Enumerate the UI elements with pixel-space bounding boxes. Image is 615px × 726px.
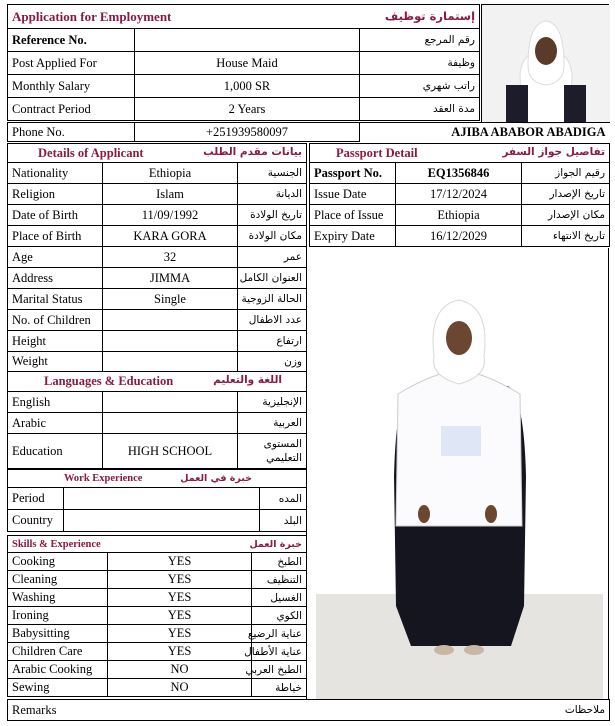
english-label-ar: الإنجليزية xyxy=(238,392,307,413)
pob-label: Place of Birth xyxy=(8,226,103,247)
dob-label: Date of Birth xyxy=(8,205,103,226)
pob-label-ar: مكان الولادة xyxy=(238,226,307,247)
period-label: Period xyxy=(8,488,64,510)
arabic-label-ar: العربية xyxy=(238,413,307,434)
salary-label-ar: راتب شهري xyxy=(360,75,480,98)
contract-value: 2 Years xyxy=(135,98,360,121)
skill-babysitting-label-ar: عناية الرضيع xyxy=(252,625,307,643)
religion-label: Religion xyxy=(8,184,103,205)
marital-label-ar: الحالة الزوجية xyxy=(238,289,307,310)
education-label: Education xyxy=(8,434,103,469)
skills-title-ar: خبرة العمل xyxy=(249,538,303,550)
skills-title-row xyxy=(8,536,307,553)
period-label-ar: المده xyxy=(260,488,307,510)
passport-title-en: Passport Detail xyxy=(336,145,418,160)
header-title-ar: إستمارة توظيف xyxy=(384,8,476,23)
issue-date-label-ar: تاريخ الإصدار xyxy=(522,184,610,205)
expiry-date-value: 16/12/2029 xyxy=(396,226,522,247)
applicant-photo-full-image xyxy=(316,276,603,700)
dob-label-ar: تاريخ الولادة xyxy=(238,205,307,226)
skill-cooking-label: Cooking xyxy=(8,553,108,571)
age-label-ar: عمر xyxy=(238,247,307,268)
phone-value: +251939580097 xyxy=(135,123,360,142)
issue-date-value: 17/12/2024 xyxy=(396,184,522,205)
phone-label: Phone No. xyxy=(8,123,135,142)
header-title-en: Application for Employment xyxy=(12,8,172,24)
phone-row xyxy=(7,122,610,142)
age-label: Age xyxy=(8,247,103,268)
applicant-photo-small-image xyxy=(482,5,610,123)
pob-value: KARA GORA xyxy=(103,226,238,247)
passport-no-label-ar: رقيم الجواز xyxy=(522,163,610,184)
children-label: No. of Children xyxy=(8,310,103,331)
address-label: Address xyxy=(8,268,103,289)
post-label: Post Applied For xyxy=(8,52,135,75)
country-label: Country xyxy=(8,510,64,532)
work-title-en: Work Experience xyxy=(64,473,143,484)
skill-childcare-label: Children Care xyxy=(8,643,108,661)
religion-value: Islam xyxy=(103,184,238,205)
details-table xyxy=(7,143,307,372)
passport-no-label: Passport No. xyxy=(310,163,396,184)
skill-cleaning-label-ar: التنظيف xyxy=(252,571,307,589)
country-label-ar: البلد xyxy=(260,510,307,532)
skill-cleaning-label: Cleaning xyxy=(8,571,108,589)
remarks-label: Remarks xyxy=(8,700,308,721)
skill-washing-value: YES xyxy=(108,589,252,607)
arabic-value xyxy=(103,413,238,434)
skill-washing-label: Washing xyxy=(8,589,108,607)
children-label-ar: عدد الاطفال xyxy=(238,310,307,331)
skill-sewing-value: NO xyxy=(108,679,252,697)
applicant-photo-small xyxy=(481,4,609,122)
passport-table xyxy=(309,143,610,247)
expiry-date-label-ar: تاريخ الانتهاء xyxy=(522,226,610,247)
passport-no-value: EQ1356846 xyxy=(396,163,522,184)
passport-title-ar: تفاصيل جواز السفر xyxy=(502,145,606,158)
skill-sewing-label-ar: خياطة xyxy=(252,679,307,697)
skill-cooking-value: YES xyxy=(108,553,252,571)
contract-label: Contract Period xyxy=(8,98,135,121)
header-table xyxy=(7,4,480,121)
skill-cooking-label-ar: الطبخ xyxy=(252,553,307,571)
reference-value xyxy=(135,29,360,52)
contract-label-ar: مدة العقد xyxy=(360,98,480,121)
passport-title-row xyxy=(310,144,610,163)
period-value xyxy=(64,488,260,510)
marital-value: Single xyxy=(103,289,238,310)
address-label-ar: العنوان الكامل xyxy=(238,268,307,289)
education-value: HIGH SCHOOL xyxy=(103,434,238,469)
dob-value: 11/09/1992 xyxy=(103,205,238,226)
country-value xyxy=(64,510,260,532)
reference-label: Reference No. xyxy=(8,29,135,52)
details-title-en: Details of Applicant xyxy=(38,145,144,160)
address-value: JIMMA xyxy=(103,268,238,289)
languages-title-ar: اللغة والتعليم xyxy=(213,374,282,386)
weight-value xyxy=(103,352,238,372)
languages-title-en: Languages & Education xyxy=(44,374,174,388)
height-label: Height xyxy=(8,331,103,352)
skills-table xyxy=(7,535,307,697)
skill-ironing-label-ar: الكوي xyxy=(252,607,307,625)
reference-label-ar: رقم المرجع xyxy=(360,29,480,52)
skill-arabic-cooking-value: NO xyxy=(108,661,252,679)
work-title-row xyxy=(8,470,307,488)
english-label: English xyxy=(8,392,103,413)
height-value xyxy=(103,331,238,352)
work-title-ar: خبرة في العمل xyxy=(180,473,252,484)
salary-value: 1,000 SR xyxy=(135,75,360,98)
languages-title-row xyxy=(8,372,307,392)
english-value xyxy=(103,392,238,413)
skills-title-en: Skills & Experience xyxy=(12,538,101,550)
skill-arabic-cooking-label: Arabic Cooking xyxy=(8,661,108,679)
height-label-ar: ارتفاع xyxy=(238,331,307,352)
applicant-photo-full xyxy=(316,276,603,700)
post-value: House Maid xyxy=(135,52,360,75)
skill-washing-label-ar: الغسيل xyxy=(252,589,307,607)
expiry-date-label: Expiry Date xyxy=(310,226,396,247)
place-issue-label: Place of Issue xyxy=(310,205,396,226)
applicant-name: AJIBA ABABOR ABADIGA xyxy=(360,123,610,142)
issue-date-label: Issue Date xyxy=(310,184,396,205)
remarks-row xyxy=(7,699,610,721)
header-title-row xyxy=(8,5,480,29)
work-table xyxy=(7,469,307,532)
weight-label-ar: وزن xyxy=(238,352,307,372)
skill-sewing-label: Sewing xyxy=(8,679,108,697)
age-value: 32 xyxy=(103,247,238,268)
skill-babysitting-value: YES xyxy=(108,625,252,643)
skill-cleaning-value: YES xyxy=(108,571,252,589)
post-label-ar: وظيفة xyxy=(360,52,480,75)
details-title-ar: بيانات مقدم الطلب xyxy=(203,145,302,158)
place-issue-label-ar: مكان الإصدار xyxy=(522,205,610,226)
skill-ironing-value: YES xyxy=(108,607,252,625)
remarks-label-ar: ملاحظات xyxy=(308,700,610,721)
skill-childcare-value: YES xyxy=(108,643,252,661)
nationality-label-ar: الجنسية xyxy=(238,163,307,184)
salary-label: Monthly Salary xyxy=(8,75,135,98)
weight-label: Weight xyxy=(8,352,103,372)
languages-table xyxy=(7,371,307,469)
nationality-value: Ethiopia xyxy=(103,163,238,184)
skill-babysitting-label: Babysitting xyxy=(8,625,108,643)
photo-frame-right xyxy=(608,248,609,699)
skill-ironing-label: Ironing xyxy=(8,607,108,625)
details-title-row xyxy=(8,144,307,163)
children-value xyxy=(103,310,238,331)
marital-label: Marital Status xyxy=(8,289,103,310)
nationality-label: Nationality xyxy=(8,163,103,184)
education-label-ar: المستوى التعليمي xyxy=(238,434,307,469)
religion-label-ar: الديانة xyxy=(238,184,307,205)
arabic-label: Arabic xyxy=(8,413,103,434)
place-issue-value: Ethiopia xyxy=(396,205,522,226)
skill-childcare-label-ar: عناية الأطفال xyxy=(252,643,307,661)
photo-frame-left xyxy=(306,248,309,699)
skill-arabic-cooking-label-ar: الطبخ العربي xyxy=(252,661,307,679)
